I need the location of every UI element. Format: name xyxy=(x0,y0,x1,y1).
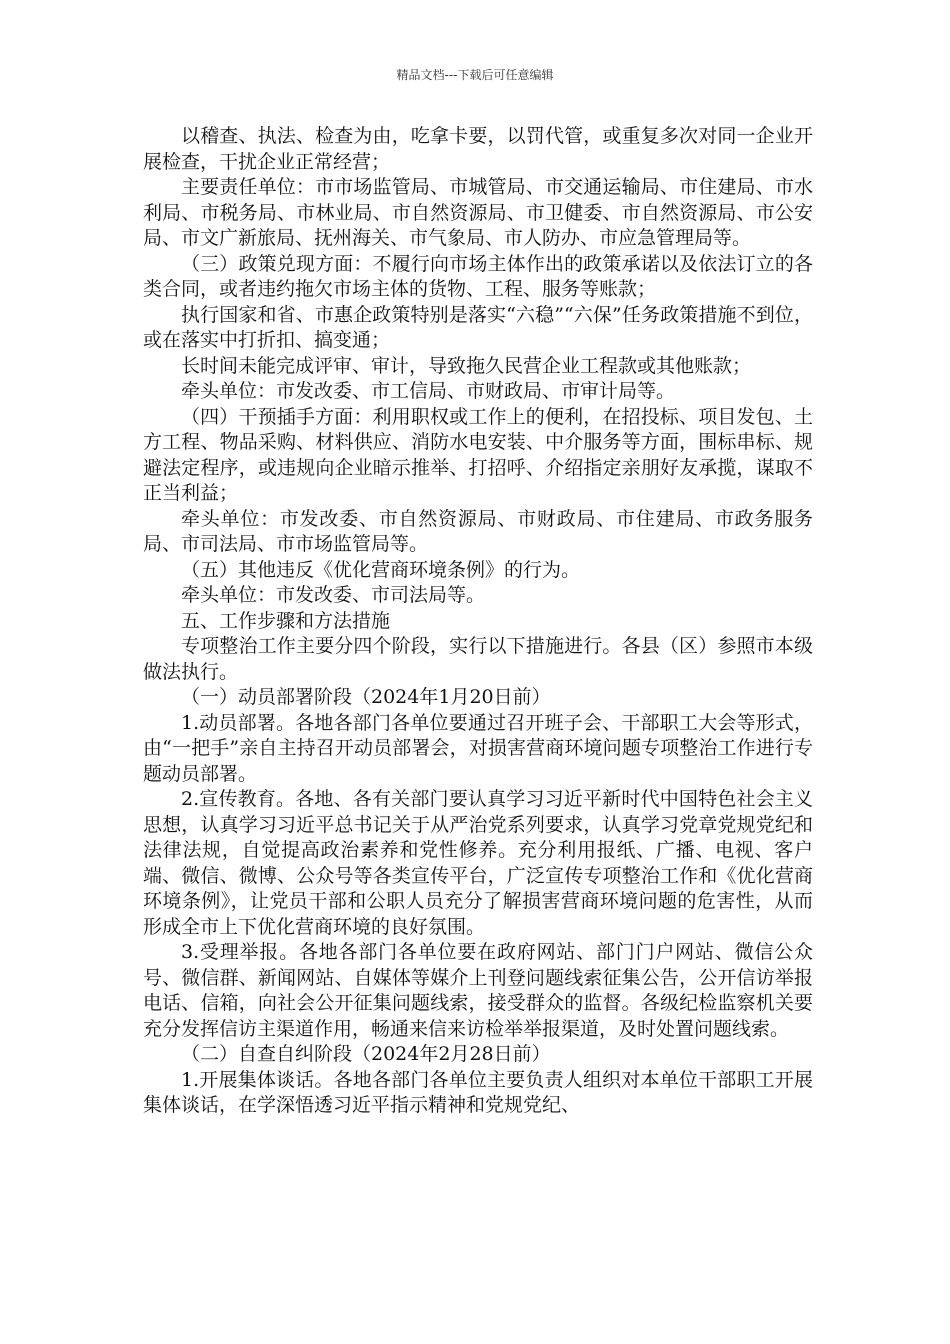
paragraph: 长时间未能完成评审、审计，导致拖久民营企业工程款或其他账款； xyxy=(181,354,752,377)
paragraph: 主要责任单位：市市场监管局、市城管局、市交通运输局、市住建局、市水利局、市税务局、市林业局、市自然资源局、市卫健委、市自然资源局、市公安局、市文广新旅局、抚州海关、市气象局、市人防办、市应急管理局等。 xyxy=(143,176,813,249)
paragraph: （四）干预插手方面：利用职权或工作上的便利，在招投标、项目发包、土方工程、物品采购、材料供应、消防水电安装、中介服务等方面，围标串标、规避法定程序，或违规向企业暗示推举、打招呼、介绍指定亲朋好友承揽，谋取不正当利益； xyxy=(143,405,813,504)
paragraph: 以稽查、执法、检查为由，吃拿卡要，以罚代管，或重复多次对同一企业开展检查，干扰企业正常经营； xyxy=(143,125,813,173)
document-body xyxy=(143,124,813,1119)
paragraph: 牵头单位：市发改委、市自然资源局、市财政局、市住建局、市政务服务局、市司法局、市市场监管局等。 xyxy=(143,507,813,555)
stage-heading: （二）自查自纠阶段（2024年2月28日前） xyxy=(181,1043,551,1065)
paragraph: 1.动员部署。各地各部门各单位要通过召开班子会、干部职工大会等形式，由“一把手”亲自主持召开动员部署会，对损害营商环境问题专项整治工作进行专题动员部署。 xyxy=(143,711,813,785)
paragraph: 牵头单位：市发改委、市司法局等。 xyxy=(181,584,486,606)
stage-heading: （一）动员部署阶段（2024年1月20日前） xyxy=(181,686,551,708)
paragraph: （五）其他违反《优化营商环境条例》的行为。 xyxy=(181,558,581,581)
paragraph: 2.宣传教育。各地、各有关部门要认真学习习近平新时代中国特色社会主义思想，认真学习习近平总书记关于从严治党系列要求，认真学习党章党规党纪和法律法规，自觉提高政治素养和党性修养。充分利用报纸、广播、电视、客户端、微信、微博、公众号等各类宣传平台，广泛宣传专项整治工作和《优化营商环境条例》，让党员干部和公职人员充分了解损害营商环境问题的危害性，从而形成全市上下优化营商环境的良好氛围。 xyxy=(143,788,813,938)
paragraph: （三）政策兑现方面：不履行向市场主体作出的政策承诺以及依法订立的各类合同，或者违约拖欠市场主体的货物、工程、服务等账款； xyxy=(143,252,813,300)
page-header: 精品文档---下载后可任意编辑 xyxy=(396,68,554,82)
paragraph: 牵头单位：市发改委、市工信局、市财政局、市审计局等。 xyxy=(181,380,676,402)
paragraph: 1.开展集体谈话。各地各部门各单位主要负责人组织对本单位干部职工开展集体谈话，在学深悟透习近平指示精神和党规党纪、 xyxy=(143,1068,813,1116)
paragraph: 3.受理举报。各地各部门各单位要在政府网站、部门门户网站、微信公众号、微信群、新闻网站、自媒体等媒介上刊登问题线索征集公告，公开信访举报电话、信箱，向社会公开征集问题线索，接受群众的监督。各级纪检监察机关要充分发挥信访主渠道作用，畅通来信来访检举举报渠道，及时处置问题线索。 xyxy=(143,941,813,1040)
paragraph: 专项整治工作主要分四个阶段，实行以下措施进行。各县（区）参照市本级做法执行。 xyxy=(143,635,813,683)
section-heading: 五、工作步骤和方法措施 xyxy=(181,609,391,632)
paragraph: 执行国家和省、市惠企政策特别是落实“六稳”“六保”任务政策措施不到位，或在落实中打折扣、搞变通； xyxy=(143,303,813,351)
